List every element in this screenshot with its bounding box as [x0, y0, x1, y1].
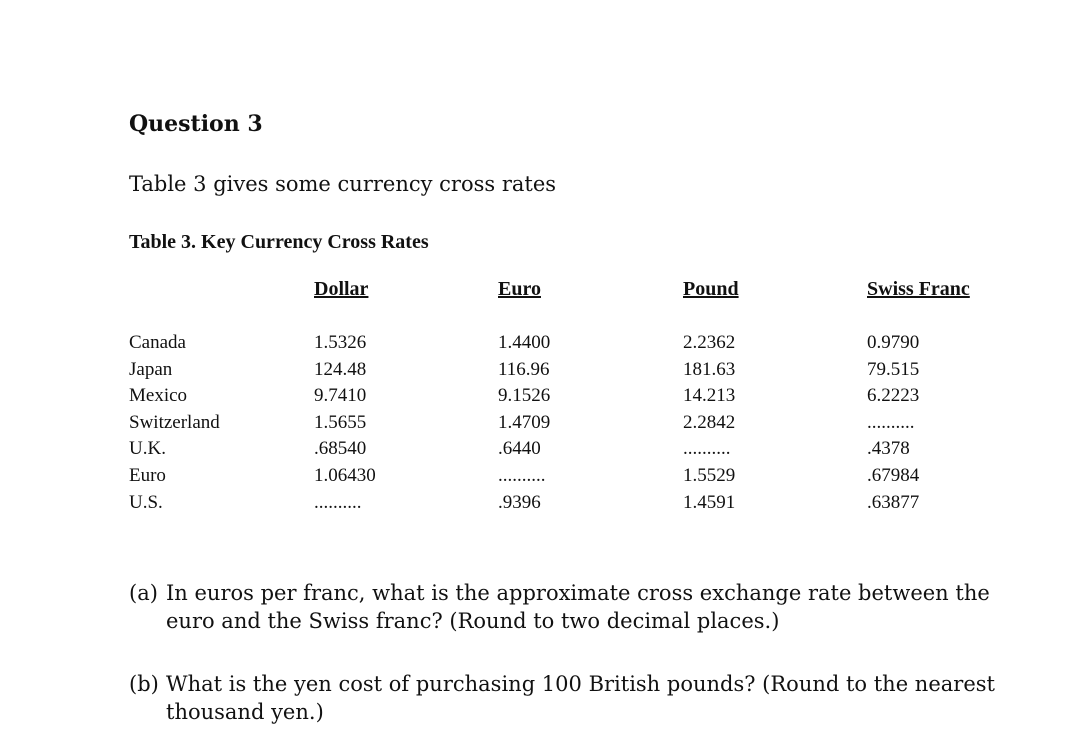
question-a-text-1: In euros per franc, what is the approximate cross exchange rate between the [166, 581, 990, 605]
rate-cell: 0.9790 [867, 332, 920, 353]
rate-cell: .......... [867, 411, 915, 433]
question-a-text-2: euro and the Swiss franc? (Round to two decimal places.) [166, 609, 780, 633]
table-caption: Table 3. Key Currency Cross Rates [129, 231, 429, 253]
row-country: Switzerland [129, 411, 220, 433]
column-header-euro: Euro [498, 278, 541, 300]
rate-cell: 1.4591 [683, 491, 736, 513]
rate-cell: 2.2842 [683, 411, 736, 433]
question-b [129, 670, 1029, 726]
column-header-pound: Pound [683, 278, 739, 300]
rate-cell: 14.213 [683, 385, 736, 407]
column-header-dollar: Dollar [314, 278, 369, 300]
question-b-text-1: What is the yen cost of purchasing 100 British pounds? (Round to the nearest [166, 672, 995, 696]
question-b-label: (b) [129, 672, 159, 696]
rate-cell: 1.5655 [314, 411, 367, 433]
rate-cell: 1.4400 [498, 332, 551, 353]
question-a-label: (a) [129, 581, 158, 605]
rate-cell: .......... [314, 491, 362, 513]
question-heading: Question 3 [129, 111, 263, 137]
intro-text: Table 3 gives some currency cross rates [129, 172, 557, 196]
rate-cell: .68540 [314, 438, 367, 460]
rate-cell: 181.63 [683, 358, 736, 380]
rate-cell: 2.2362 [683, 332, 736, 353]
rate-cell: 9.1526 [498, 385, 551, 407]
row-country: U.K. [129, 438, 166, 460]
rate-cell: 79.515 [867, 358, 920, 380]
question-b-line-1 [129, 670, 1029, 698]
rate-cell: .......... [498, 464, 546, 486]
row-country: U.S. [129, 491, 163, 513]
column-header-swiss-franc: Swiss Franc [867, 278, 970, 300]
rate-cell: .6440 [498, 438, 541, 460]
rate-cell: .63877 [867, 491, 920, 513]
question-a [129, 579, 1029, 635]
rate-cell: 116.96 [498, 358, 550, 380]
rate-cell: 1.5529 [683, 464, 736, 486]
rate-cell: 124.48 [314, 358, 367, 380]
rate-cell: 6.2223 [867, 385, 920, 407]
question-b-text-2: thousand yen.) [166, 700, 324, 724]
question-a-line-1 [129, 579, 1029, 607]
rate-cell: 1.5326 [314, 332, 367, 353]
rate-cell: .4378 [867, 438, 910, 460]
row-country: Canada [129, 332, 186, 353]
rate-cell: 1.06430 [314, 464, 376, 486]
rate-cell: .......... [683, 438, 731, 460]
rate-cell: 9.7410 [314, 385, 367, 407]
row-country: Japan [129, 358, 173, 380]
rate-cell: .67984 [867, 464, 920, 486]
row-country: Mexico [129, 385, 188, 407]
rate-cell: .9396 [498, 491, 541, 513]
row-country: Euro [129, 464, 166, 486]
rate-cell: 1.4709 [498, 411, 551, 433]
